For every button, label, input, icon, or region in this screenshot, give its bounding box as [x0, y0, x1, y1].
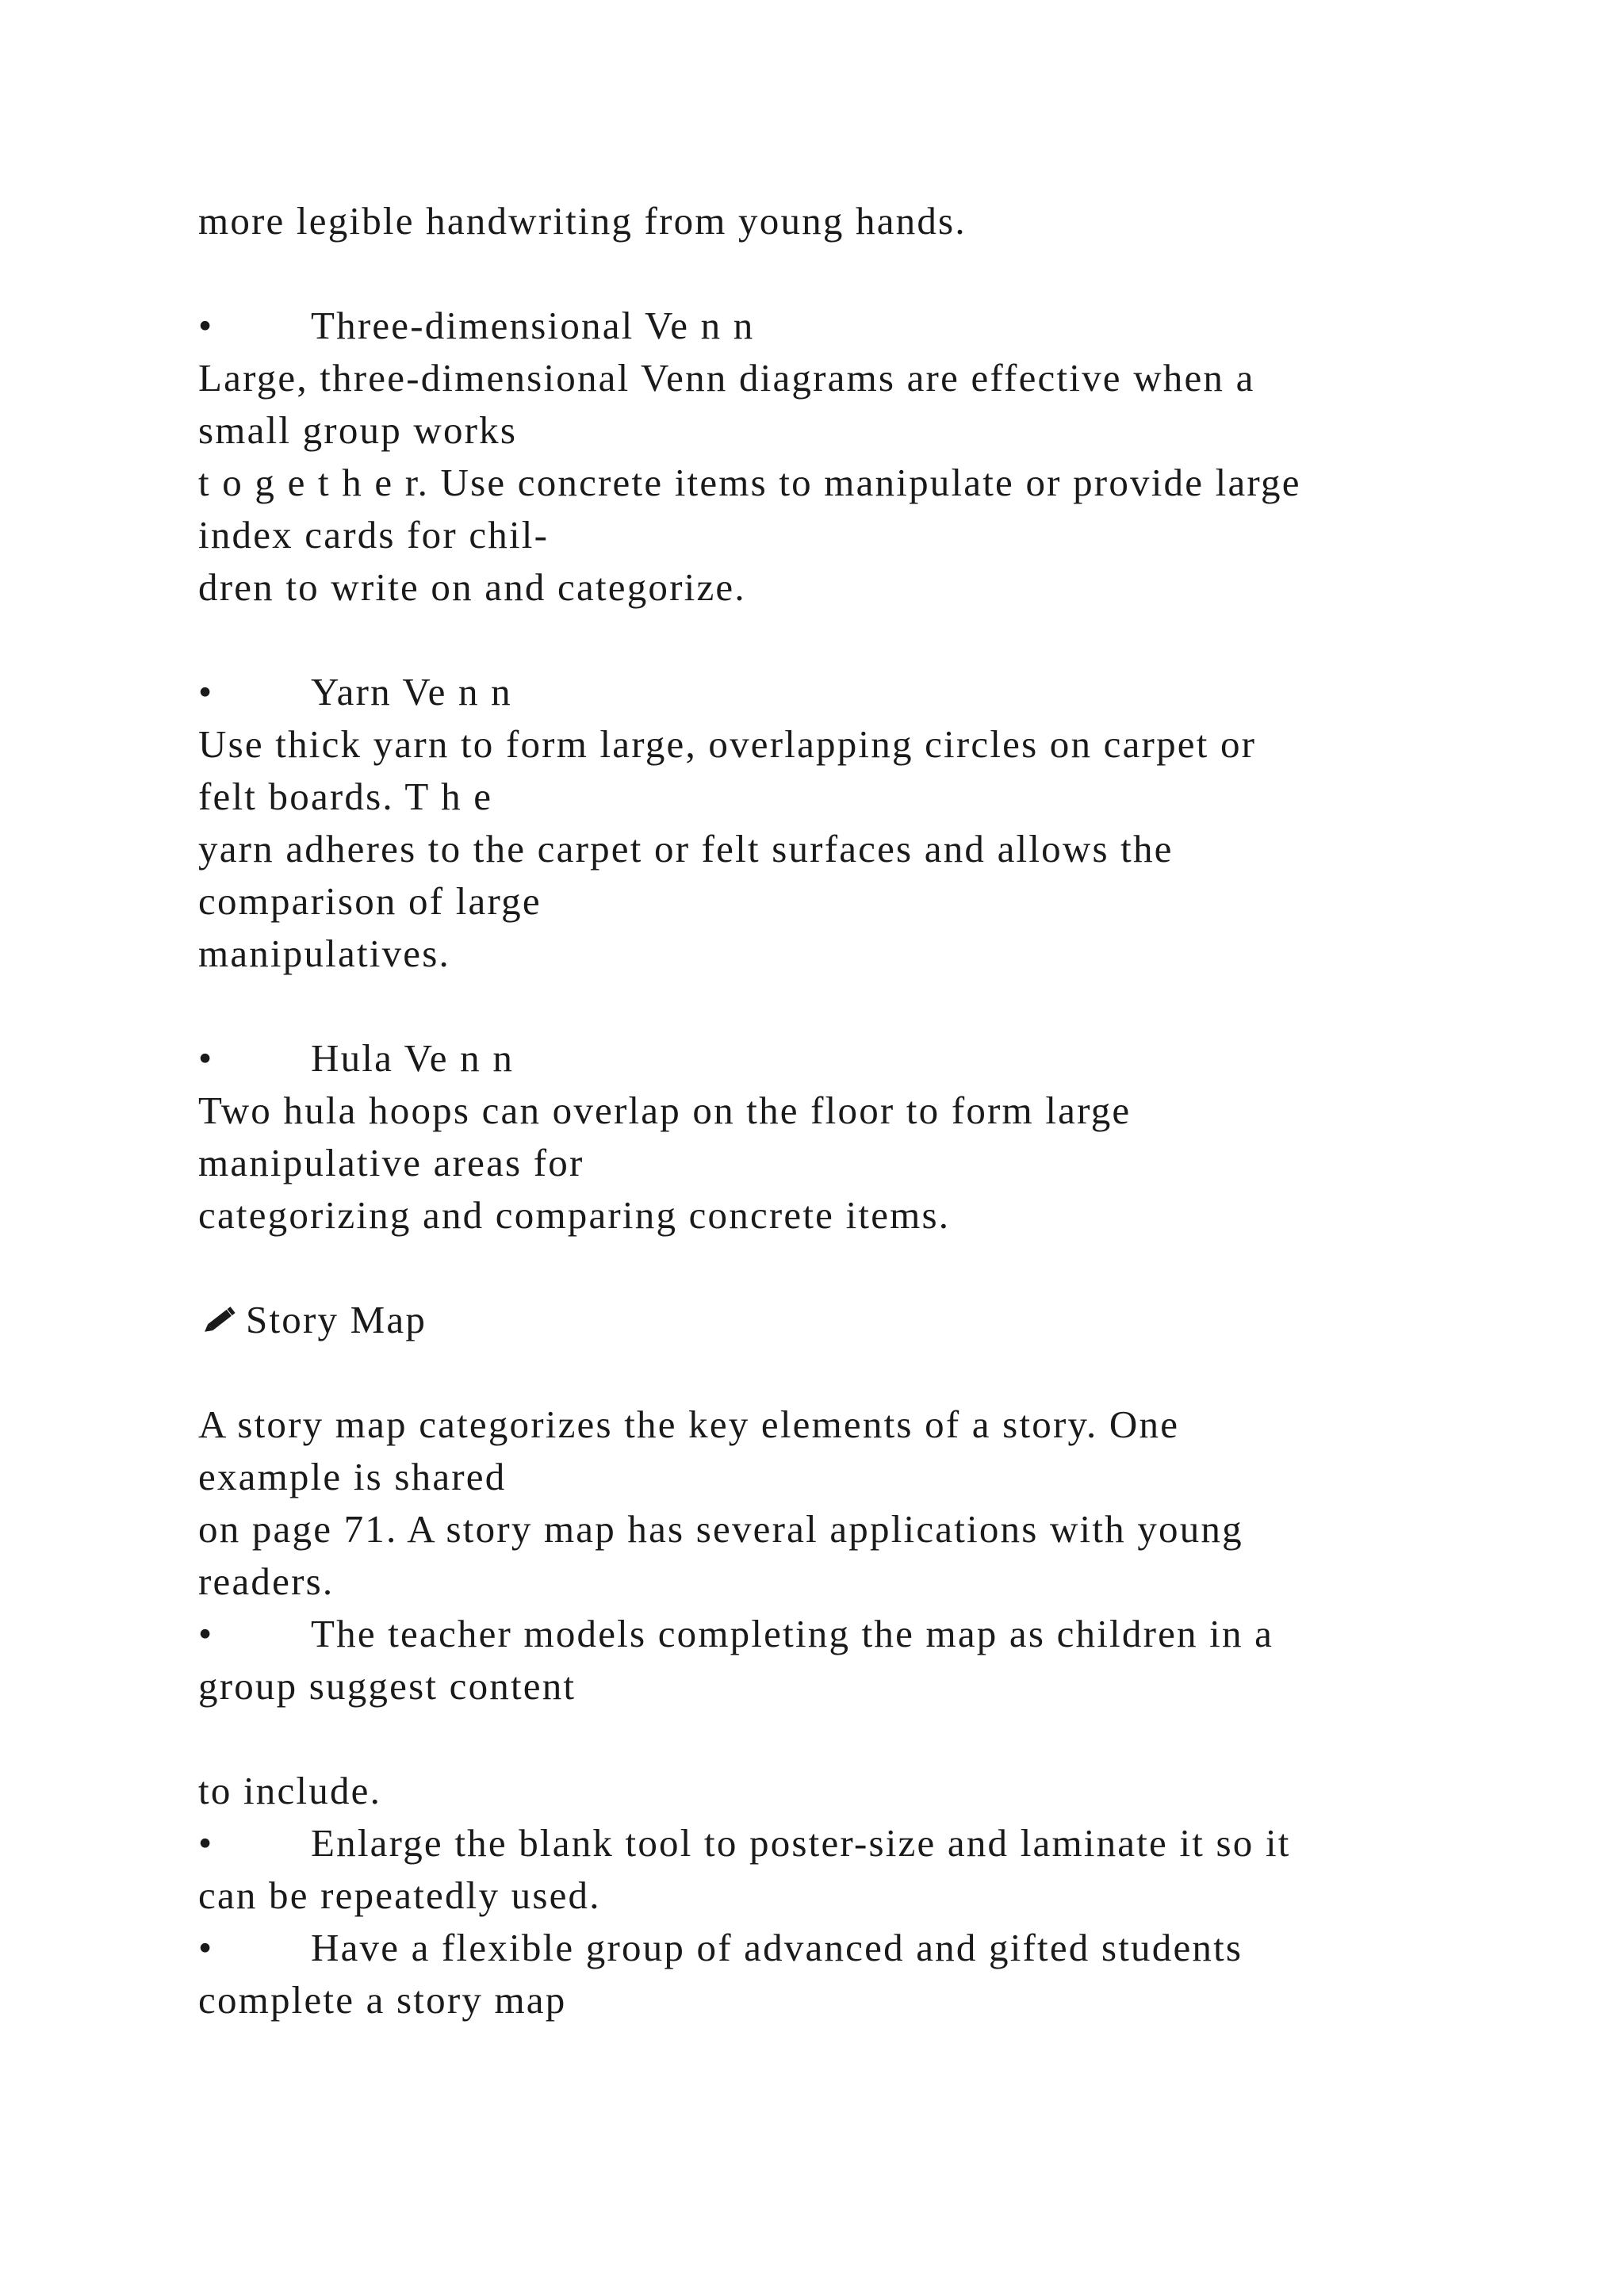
paragraph-line: Use thick yarn to form large, overlapping circles on carpet or	[198, 722, 1257, 766]
bullet-item-text: Enlarge the blank tool to poster-size and laminate it so it	[311, 1821, 1291, 1865]
paragraph-break	[198, 247, 1515, 300]
paragraph-line: group suggest content	[198, 1664, 576, 1708]
bullet-heading-hula-venn	[198, 1032, 1515, 1085]
paragraph-line: can be repeatedly used.	[198, 1873, 601, 1917]
paragraph-line: manipulative areas for	[198, 1141, 584, 1184]
bullet-item	[198, 1817, 1515, 1869]
document-body	[198, 195, 1515, 2026]
paragraph-break	[198, 614, 1515, 666]
paragraph-break	[198, 1712, 1515, 1765]
bullet-heading-text: Three-dimensional Ve n n	[311, 304, 755, 347]
bullet-marker: •	[198, 1036, 214, 1080]
bullet-heading-yarn-venn	[198, 666, 1515, 718]
bullet-item	[198, 1608, 1515, 1660]
paragraph-line: comparison of large	[198, 879, 542, 923]
paragraph-line: complete a story map	[198, 1978, 567, 2022]
paragraph-line: t o g e t h e r. Use concrete items to manipulate or provide large	[198, 461, 1301, 504]
bullet-item	[198, 1922, 1515, 1974]
bullet-item-text: The teacher models completing the map as children in a	[311, 1612, 1274, 1655]
paragraph-break	[198, 1242, 1515, 1294]
bullet-heading-three-dimensional-venn	[198, 300, 1515, 352]
bullet-item-text: Have a flexible group of advanced and gifted students	[311, 1926, 1243, 1969]
bullet-marker: •	[198, 1612, 214, 1655]
paragraph-break	[198, 980, 1515, 1032]
paragraph-line: more legible handwriting from young hands.	[198, 199, 967, 243]
section-heading-text: Story Map	[246, 1298, 427, 1341]
bullet-marker: •	[198, 1926, 214, 1969]
paragraph-line: index cards for chil-	[198, 513, 550, 557]
paragraph-line: manipulatives.	[198, 932, 450, 975]
paragraph-line: readers.	[198, 1559, 335, 1603]
bullet-marker: •	[198, 670, 214, 714]
paragraph-line: felt boards. T h e	[198, 775, 493, 818]
paragraph-line: to include.	[198, 1769, 382, 1812]
bullet-marker: •	[198, 1821, 214, 1865]
bullet-heading-text: Hula Ve n n	[311, 1036, 515, 1080]
paragraph-line: Two hula hoops can overlap on the floor to form large	[198, 1089, 1132, 1132]
paragraph-break	[198, 1346, 1515, 1399]
paragraph-line: example is shared	[198, 1455, 507, 1498]
paragraph-line: yarn adheres to the carpet or felt surfaces and allows the	[198, 827, 1174, 871]
paragraph-line: A story map categorizes the key elements of a story. One	[198, 1402, 1180, 1446]
paragraph-line: small group works	[198, 408, 518, 452]
paragraph-line: Large, three-dimensional Venn diagrams are effective when a	[198, 356, 1255, 400]
pencil-icon	[198, 1304, 241, 1336]
paragraph-line: dren to write on and categorize.	[198, 565, 746, 609]
paragraph-line: categorizing and comparing concrete items.	[198, 1193, 951, 1237]
bullet-marker: •	[198, 304, 214, 347]
bullet-heading-text: Yarn Ve n n	[311, 670, 512, 714]
paragraph-line: on page 71. A story map has several applications with young	[198, 1507, 1243, 1551]
section-heading-story-map	[198, 1294, 1515, 1346]
